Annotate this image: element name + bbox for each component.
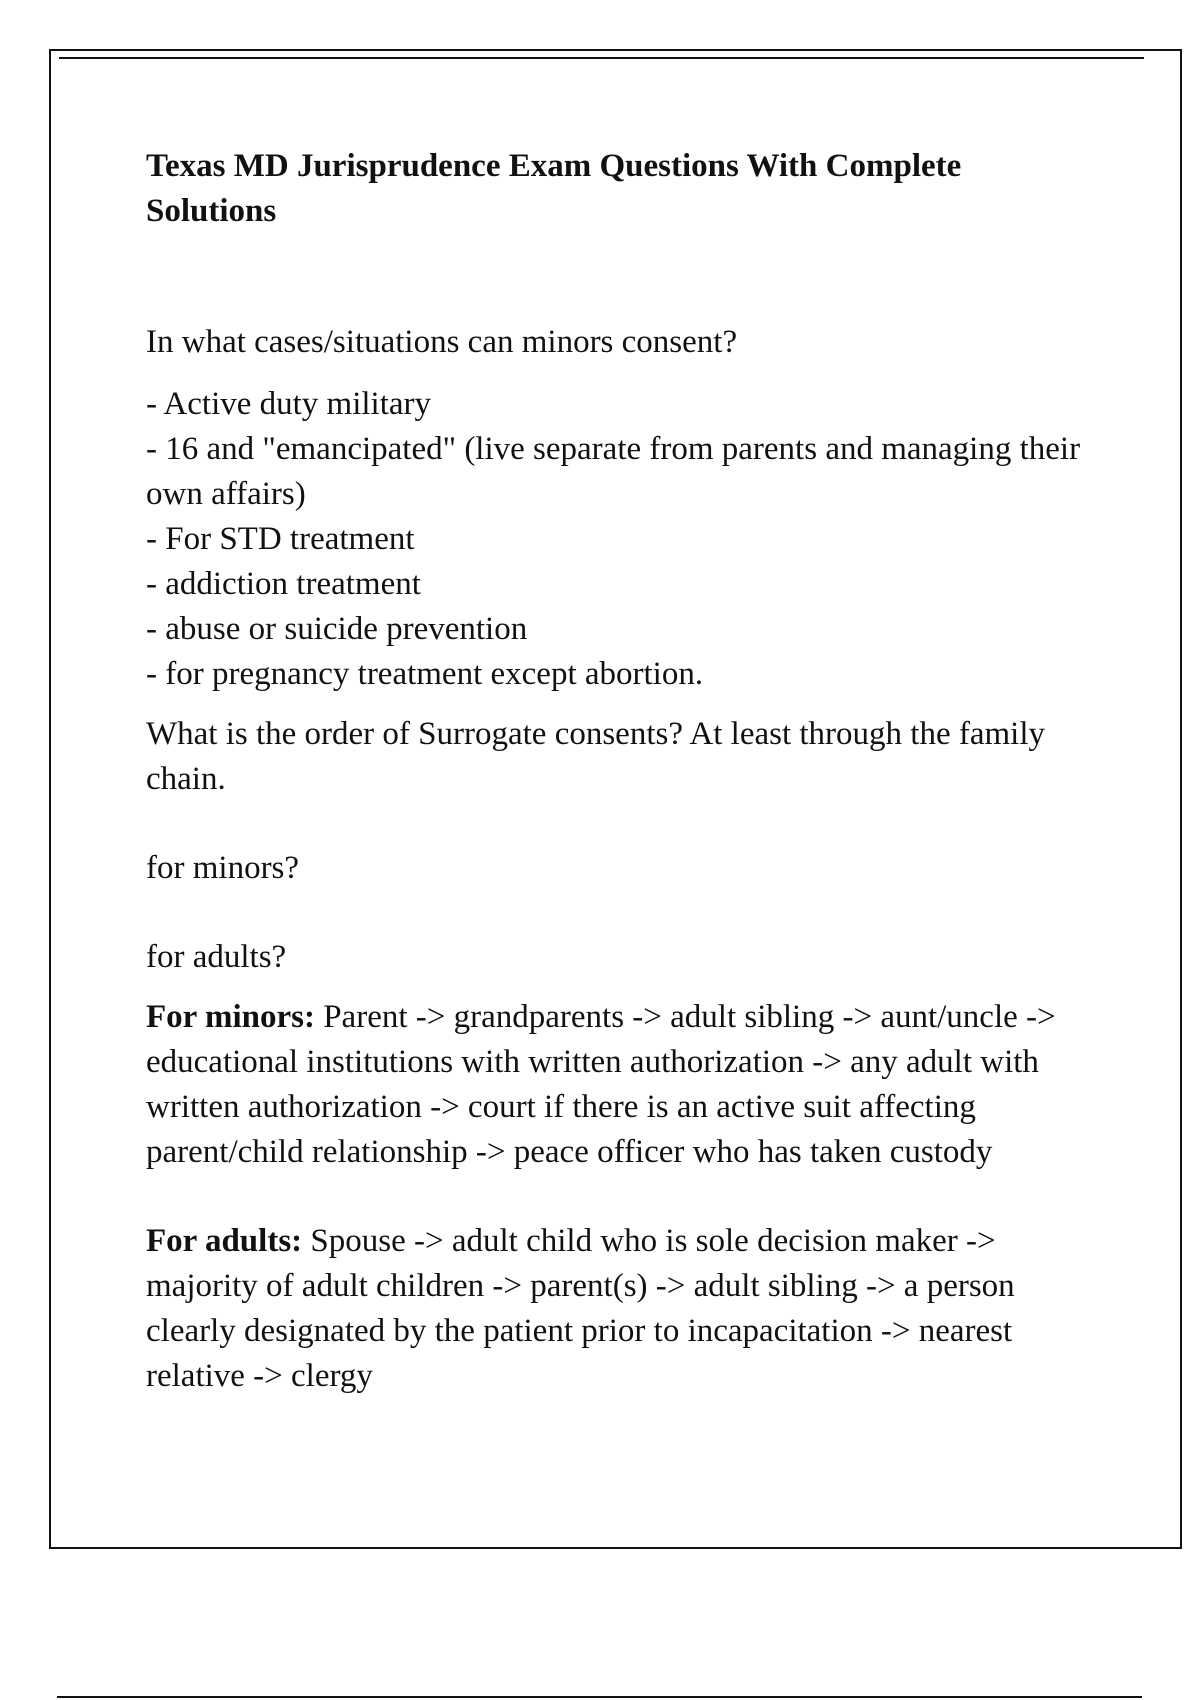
answer-minors-text: Parent -> grandparents -> adult sibling -> aunt/uncle -> educational institutions with written authorization -> any adult with written authorization -> court if there is an active suit affecting parent/child relationship -> peace officer who has taken custody [146,999,1056,1170]
list-item: - 16 and "emancipated" (live separate from parents and managing their own affairs) [146,431,1081,512]
document-body [146,144,1086,1399]
list-item: - abuse or suicide prevention [146,611,528,647]
answer-minors-consent-list [146,382,1086,697]
answer-minors-label: For minors: [146,999,315,1035]
answer-adults-label: For adults: [146,1223,303,1259]
question-minors-consent: In what cases/situations can minors consent? [146,324,738,360]
answer-surrogate-minors [146,995,1086,1175]
document-title: Texas MD Jurisprudence Exam Questions With Complete Solutions [146,148,962,229]
question-surrogate-consent: What is the order of Surrogate consents? At least through the family chain. [146,716,1046,797]
answer-surrogate-adults [146,1219,1086,1399]
question-sub-adults: for adults? [146,939,287,975]
list-item: - addiction treatment [146,566,421,602]
list-item: - For STD treatment [146,521,415,557]
top-rule [59,57,1144,59]
answer-adults-text: Spouse -> adult child who is sole decision maker -> majority of adult children -> parent(s) -> adult sibling -> a person clearly designated by the patient prior to incapacitation -> nearest relative -> clergy [146,1223,1015,1394]
list-item: - for pregnancy treatment except abortion. [146,656,704,692]
question-sub-minors: for minors? [146,850,300,886]
list-item: - Active duty military [146,386,432,422]
bottom-rule [57,1696,1142,1698]
